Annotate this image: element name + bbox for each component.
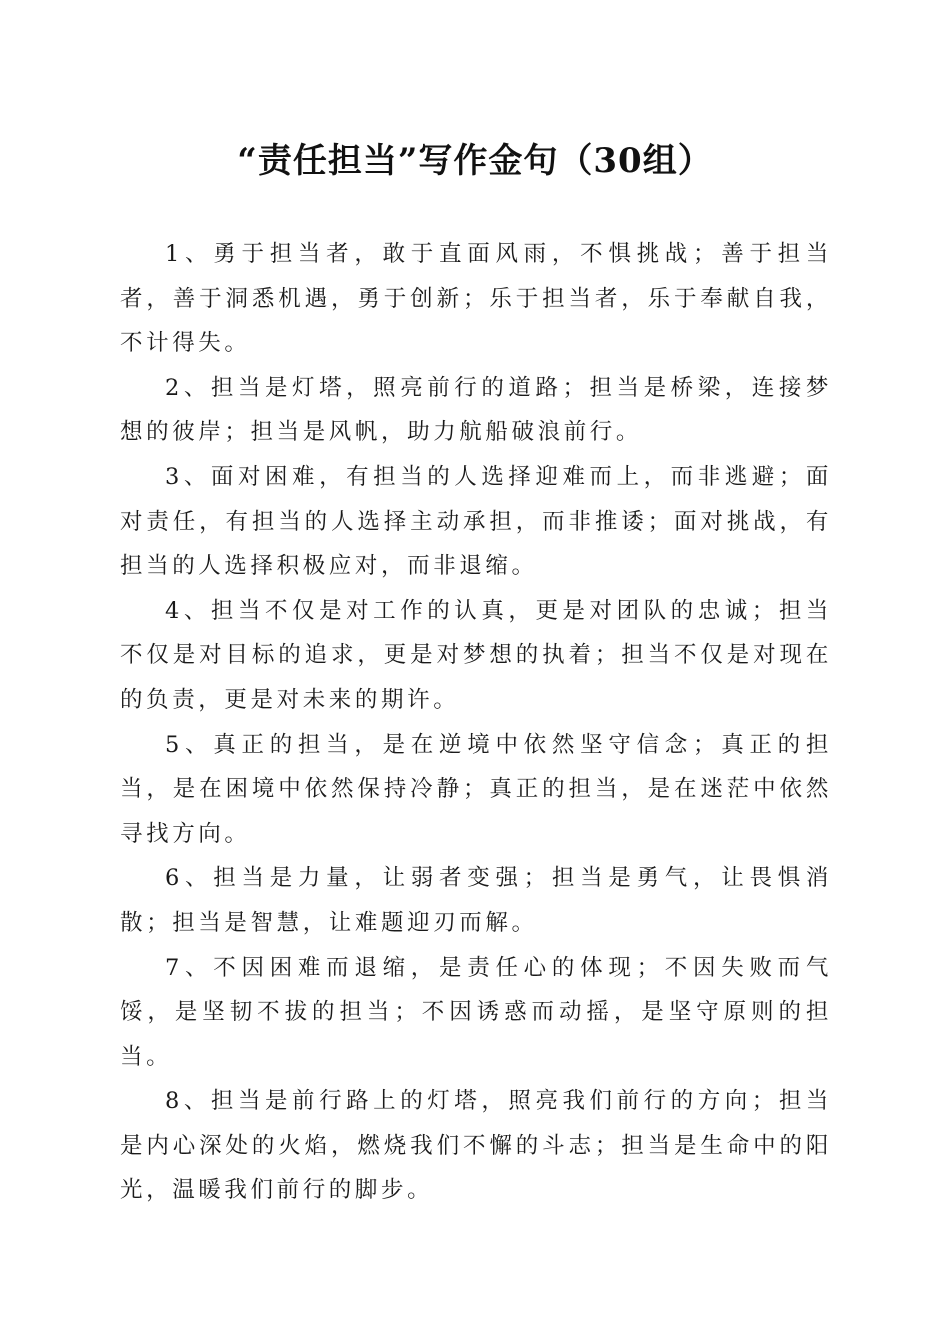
- paragraph-7: 7、不因困难而退缩，是责任心的体现；不因失败而气馁，是坚韧不拔的担当；不因诱惑而动摇，是坚守原则的担当。: [120, 954, 832, 1070]
- document-title: “责任担当”写作金句（30组）: [237, 141, 713, 181]
- paragraph-8: 8、担当是前行路上的灯塔，照亮我们前行的方向；担当是内心深处的火焰，燃烧我们不懈的斗志；担当是生命中的阳光，温暖我们前行的脚步。: [120, 1088, 832, 1204]
- paragraph-3: 3、面对困难，有担当的人选择迎难而上，而非逃避；面对责任，有担当的人选择主动承担，而非推诿；面对挑战，有担当的人选择积极应对，而非退缩。: [120, 463, 832, 580]
- paragraph-4: 4、担当不仅是对工作的认真，更是对团队的忠诚；担当不仅是对目标的追求，更是对梦想的执着；担当不仅是对现在的负责，更是对未来的期许。: [120, 597, 832, 713]
- paragraph-2: 2、担当是灯塔，照亮前行的道路；担当是桥梁，连接梦想的彼岸；担当是风帆，助力航船破浪前行。: [120, 374, 832, 446]
- paragraph-6: 6、担当是力量，让弱者变强；担当是勇气，让畏惧消散；担当是智慧，让难题迎刃而解。: [120, 865, 832, 936]
- paragraph-1: 1、勇于担当者，敢于直面风雨，不惧挑战；善于担当者，善于洞悉机遇，勇于创新；乐于担当者，乐于奉献自我，不计得失。: [120, 241, 832, 357]
- paragraph-5: 5、真正的担当，是在逆境中依然坚守信念；真正的担当，是在困境中依然保持冷静；真正的担当，是在迷茫中依然寻找方向。: [120, 731, 832, 847]
- document-body: [120, 232, 832, 1213]
